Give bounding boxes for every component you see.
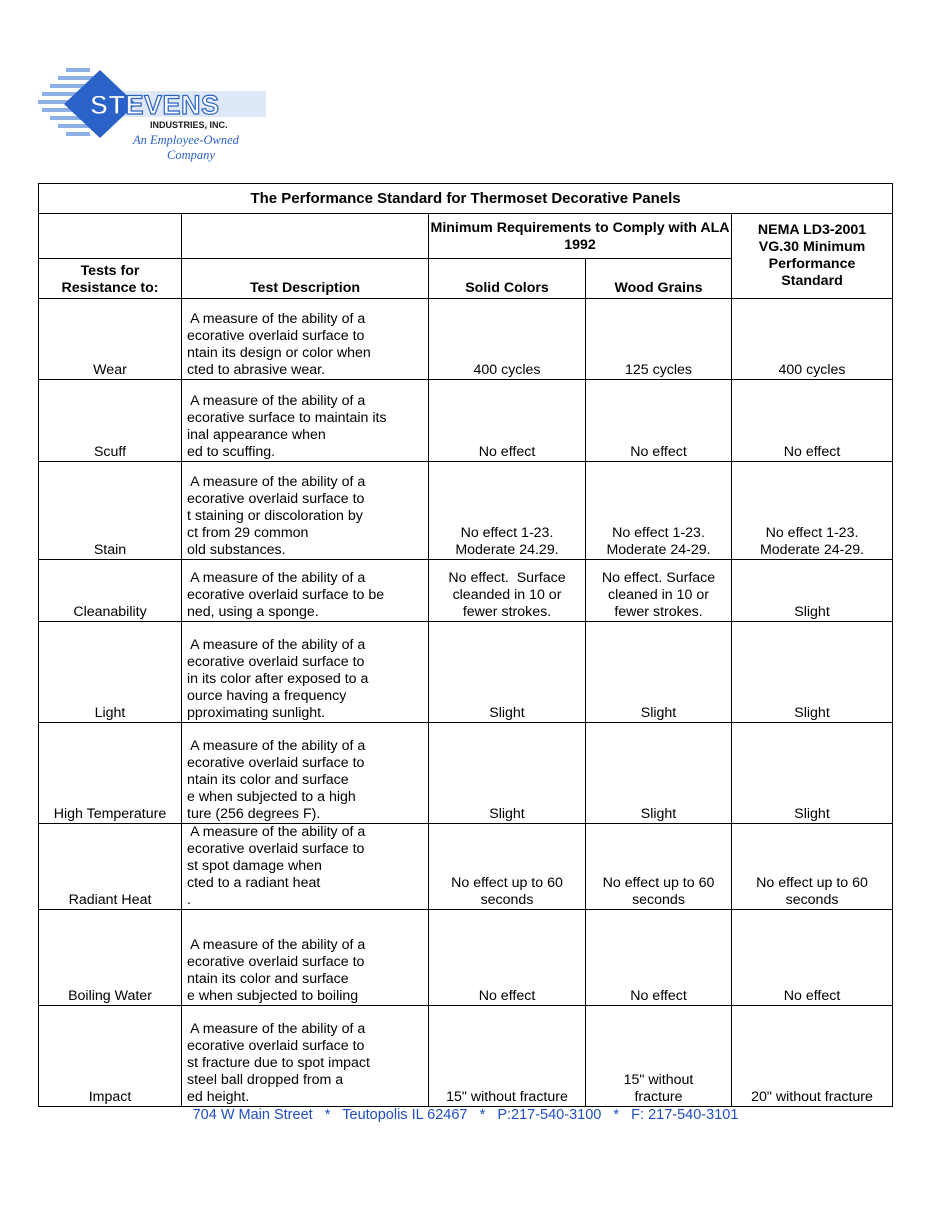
header-empty-1: [39, 214, 182, 259]
wood-value-cell: [586, 824, 732, 910]
cell-line: st fracture due to spot impact: [187, 1055, 370, 1071]
cell-line: ecorative overlaid surface to: [187, 1038, 365, 1054]
test-name-cell: Cleanability: [39, 560, 182, 622]
header-nema-standard: NEMA LD3-2001 VG.30 Minimum Performance Standard: [732, 214, 893, 299]
cell-line: 400 cycles: [778, 362, 846, 378]
cell-line: No effect: [783, 988, 841, 1004]
nema-value-cell: [732, 560, 893, 622]
test-name-cell: Wear: [39, 299, 182, 380]
cell-line: 125 cycles: [624, 362, 693, 378]
cell-line: No effect. Surface: [448, 570, 566, 586]
cell-line: fracture: [634, 1089, 683, 1105]
header-ala-requirements: Minimum Requirements to Comply with ALA 1992: [429, 214, 732, 259]
nema-value-cell: [732, 299, 893, 380]
header-tests-for: Tests for Resistance to:: [39, 259, 182, 299]
cell-line: No effect. Surface: [601, 570, 716, 586]
solid-value-cell: [429, 910, 586, 1006]
table-title: The Performance Standard for Thermoset Decorative Panels: [39, 184, 893, 214]
cell-line: fewer strokes.: [614, 604, 703, 620]
cell-line: Slight: [489, 806, 525, 822]
nema-value-cell: [732, 1006, 893, 1107]
logo-tagline: [133, 133, 273, 163]
footer-contact: [0, 1107, 931, 1123]
logo-sub: INDUSTRIES, INC.: [150, 120, 228, 130]
cell-line: A measure of the ability of a: [187, 637, 366, 653]
cell-line: No effect 1-23.: [765, 525, 859, 541]
footer-city: Teutopolis IL 62467: [342, 1107, 468, 1123]
cell-line: No effect: [630, 444, 687, 460]
cell-line: ecorative overlaid surface to: [187, 654, 365, 670]
table-row: [39, 1006, 893, 1107]
footer-separator: *: [479, 1107, 486, 1123]
wood-value-cell: [586, 622, 732, 723]
cell-line: A measure of the ability of a: [187, 937, 366, 953]
cell-line: A measure of the ability of a: [187, 738, 366, 754]
header-solid-colors: Solid Colors: [429, 259, 586, 299]
cell-line: seconds: [632, 892, 685, 908]
cell-line: cted to abrasive wear.: [187, 362, 326, 378]
cell-line: e when subjected to boiling: [187, 988, 359, 1004]
table-body: [39, 299, 893, 1107]
test-name-cell: Stain: [39, 462, 182, 560]
solid-value-cell: [429, 462, 586, 560]
header-wood-grains: Wood Grains: [586, 259, 732, 299]
table-row: [39, 380, 893, 462]
table-row: [39, 462, 893, 560]
cell-line: Slight: [794, 806, 830, 822]
cell-line: inal appearance when: [187, 427, 326, 443]
solid-value-cell: [429, 299, 586, 380]
cell-line: in its color after exposed to a: [187, 671, 369, 687]
test-description-cell: [182, 910, 429, 1006]
test-description-cell: [182, 1006, 429, 1107]
test-name-cell: Radiant Heat: [39, 824, 182, 910]
footer-separator: *: [613, 1107, 620, 1123]
cell-line: Slight: [489, 705, 525, 721]
cell-line: A measure of the ability of a: [187, 824, 366, 840]
test-description-cell: [182, 299, 429, 380]
cell-line: Slight: [640, 806, 677, 822]
wood-value-cell: [586, 380, 732, 462]
table-row: [39, 824, 893, 910]
cell-line: old substances.: [187, 542, 286, 558]
cell-line: ntain its color and surface: [187, 971, 349, 987]
table-row: [39, 622, 893, 723]
cell-line: ource having a frequency: [187, 688, 347, 704]
logo-tagline-line2: Company: [167, 148, 215, 162]
cell-line: cleanded in 10 or: [452, 587, 562, 603]
cell-line: ecorative overlaid surface to be: [187, 587, 385, 603]
test-name-cell: Boiling Water: [39, 910, 182, 1006]
cell-line: e when subjected to a high: [187, 789, 356, 805]
cell-line: No effect 1-23.: [612, 525, 705, 541]
footer-separator: *: [324, 1107, 331, 1123]
cell-line: pproximating sunlight.: [187, 705, 326, 721]
cell-line: A measure of the ability of a: [187, 393, 366, 409]
cell-line: ture (256 degrees F).: [187, 806, 321, 822]
header-empty-2: [182, 214, 429, 259]
footer-address: 704 W Main Street: [192, 1107, 313, 1123]
cell-line: ed height.: [187, 1089, 250, 1105]
wood-value-cell: [586, 560, 732, 622]
nema-value-cell: [732, 910, 893, 1006]
cell-line: ntain its design or color when: [187, 345, 371, 361]
cell-line: ecorative overlaid surface to: [187, 491, 365, 507]
cell-line: No effect up to 60: [602, 875, 715, 891]
cell-line: seconds: [480, 892, 534, 908]
cell-line: 15" without: [623, 1072, 694, 1088]
cell-line: ct from 29 common: [187, 525, 309, 541]
cell-line: No effect: [478, 988, 536, 1004]
logo-tagline-line1: An Employee-Owned: [133, 133, 239, 147]
cell-line: steel ball dropped from a: [187, 1072, 344, 1088]
test-name-cell: Light: [39, 622, 182, 723]
table-row: [39, 910, 893, 1006]
test-description-cell: [182, 723, 429, 824]
cell-line: cleaned in 10 or: [608, 587, 709, 603]
cell-line: ecorative overlaid surface to: [187, 755, 365, 771]
cell-line: Slight: [794, 705, 830, 721]
test-description-cell: [182, 622, 429, 723]
test-name-cell: Scuff: [39, 380, 182, 462]
cell-line: Slight: [640, 705, 677, 721]
footer-phone: P:217-540-3100: [497, 1107, 602, 1123]
test-description-cell: [182, 380, 429, 462]
cell-line: ecorative overlaid surface to: [187, 841, 365, 857]
cell-line: No effect 1-23.: [460, 525, 554, 541]
cell-line: Slight: [794, 604, 830, 620]
solid-value-cell: [429, 824, 586, 910]
cell-line: cted to a radiant heat: [187, 875, 321, 891]
cell-line: Moderate 24-29.: [759, 542, 865, 558]
test-description-cell: [182, 462, 429, 560]
cell-line: fewer strokes.: [462, 604, 552, 620]
table-row: [39, 299, 893, 380]
cell-line: seconds: [785, 892, 839, 908]
test-name-cell: Impact: [39, 1006, 182, 1107]
nema-value-cell: [732, 723, 893, 824]
cell-line: No effect: [478, 444, 536, 460]
cell-line: ned, using a sponge.: [187, 604, 319, 620]
test-description-cell: [182, 560, 429, 622]
wood-value-cell: [586, 723, 732, 824]
cell-line: 400 cycles: [473, 362, 541, 378]
test-description-cell: [182, 824, 429, 910]
cell-line: A measure of the ability of a: [187, 1021, 366, 1037]
cell-line: ntain its color and surface: [187, 772, 349, 788]
cell-line: ecorative surface to maintain its: [187, 410, 387, 426]
table-row: [39, 723, 893, 824]
cell-line: t staining or discoloration by: [187, 508, 363, 524]
cell-line: Moderate 24-29.: [606, 542, 711, 558]
table-row: [39, 560, 893, 622]
cell-line: ecorative overlaid surface to: [187, 328, 365, 344]
wood-value-cell: [586, 299, 732, 380]
nema-value-cell: [732, 622, 893, 723]
solid-value-cell: [429, 560, 586, 622]
cell-line: No effect up to 60: [756, 875, 868, 891]
cell-line: .: [187, 892, 191, 908]
wood-value-cell: [586, 910, 732, 1006]
cell-line: No effect: [630, 988, 687, 1004]
wood-value-cell: [586, 1006, 732, 1107]
solid-value-cell: [429, 622, 586, 723]
cell-line: A measure of the ability of a: [187, 474, 366, 490]
cell-line: A measure of the ability of a: [187, 570, 366, 586]
cell-line: st spot damage when: [187, 858, 322, 874]
logo-name: STEVENS: [90, 90, 220, 120]
cell-line: ecorative overlaid surface to: [187, 954, 365, 970]
cell-line: Moderate 24.29.: [455, 542, 559, 558]
test-name-cell: High Temperature: [39, 723, 182, 824]
nema-value-cell: [732, 462, 893, 560]
header-test-description: Test Description: [182, 259, 429, 299]
solid-value-cell: [429, 1006, 586, 1107]
cell-line: A measure of the ability of a: [187, 311, 366, 327]
solid-value-cell: [429, 723, 586, 824]
cell-line: No effect: [783, 444, 841, 460]
cell-line: 15" without fracture: [446, 1089, 568, 1105]
performance-standard-table: [38, 183, 893, 1107]
nema-value-cell: [732, 824, 893, 910]
solid-value-cell: [429, 380, 586, 462]
wood-value-cell: [586, 462, 732, 560]
footer-fax: F: 217-540-3101: [631, 1107, 739, 1123]
cell-line: No effect up to 60: [451, 875, 563, 891]
cell-line: 20" without fracture: [751, 1089, 873, 1105]
cell-line: ed to scuffing.: [187, 444, 276, 460]
nema-value-cell: [732, 380, 893, 462]
